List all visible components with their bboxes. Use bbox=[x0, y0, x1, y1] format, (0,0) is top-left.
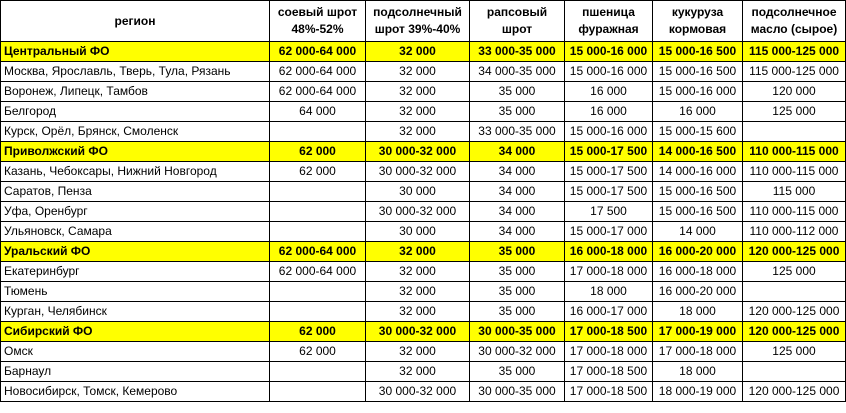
column-header-feed-wheat: пшеница фуражная bbox=[565, 1, 653, 42]
table-row bbox=[1, 382, 846, 402]
table-row bbox=[1, 162, 846, 182]
rapeseed-meal-cell: 34 000 bbox=[470, 202, 565, 222]
feed-wheat-cell: 17 000-18 500 bbox=[565, 322, 653, 342]
rapeseed-meal-cell: 34 000 bbox=[470, 142, 565, 162]
region-cell: Уральский ФО bbox=[1, 242, 270, 262]
sunflower-meal-cell: 32 000 bbox=[366, 102, 470, 122]
feed-wheat-cell: 16 000-17 000 bbox=[565, 302, 653, 322]
sunflower-oil-cell: 110 000-115 000 bbox=[743, 162, 846, 182]
column-header-soy-meal: соевый шрот 48%-52% bbox=[270, 1, 366, 42]
feed-corn-cell: 16 000-20 000 bbox=[653, 282, 743, 302]
sunflower-oil-cell: 125 000 bbox=[743, 262, 846, 282]
region-cell: Омск bbox=[1, 342, 270, 362]
feed-corn-cell: 14 000-16 000 bbox=[653, 162, 743, 182]
feed-corn-cell: 14 000 bbox=[653, 222, 743, 242]
region-cell: Барнаул bbox=[1, 362, 270, 382]
rapeseed-meal-cell: 35 000 bbox=[470, 282, 565, 302]
soy-meal-cell bbox=[270, 182, 366, 202]
soy-meal-cell: 62 000-64 000 bbox=[270, 42, 366, 62]
feed-corn-cell: 16 000-18 000 bbox=[653, 262, 743, 282]
table-row bbox=[1, 82, 846, 102]
soy-meal-cell: 62 000 bbox=[270, 142, 366, 162]
feed-wheat-cell: 18 000 bbox=[565, 282, 653, 302]
table-row bbox=[1, 222, 846, 242]
sunflower-meal-cell: 32 000 bbox=[366, 282, 470, 302]
sunflower-meal-cell: 30 000-32 000 bbox=[366, 322, 470, 342]
feed-corn-cell: 15 000-15 600 bbox=[653, 122, 743, 142]
district-total-row bbox=[1, 242, 846, 262]
feed-wheat-cell: 17 000-18 500 bbox=[565, 362, 653, 382]
table-row bbox=[1, 302, 846, 322]
table-row bbox=[1, 102, 846, 122]
feed-wheat-cell: 15 000-17 000 bbox=[565, 222, 653, 242]
region-cell: Ульяновск, Самара bbox=[1, 222, 270, 242]
column-header-sunflower-meal: подсолнечный шрот 39%-40% bbox=[366, 1, 470, 42]
feed-corn-cell: 15 000-16 500 bbox=[653, 202, 743, 222]
rapeseed-meal-cell: 35 000 bbox=[470, 362, 565, 382]
soy-meal-cell bbox=[270, 362, 366, 382]
soy-meal-cell: 62 000-64 000 bbox=[270, 82, 366, 102]
sunflower-meal-cell: 32 000 bbox=[366, 362, 470, 382]
sunflower-oil-cell bbox=[743, 122, 846, 142]
feed-corn-cell: 16 000-20 000 bbox=[653, 242, 743, 262]
rapeseed-meal-cell: 35 000 bbox=[470, 302, 565, 322]
region-cell: Белгород bbox=[1, 102, 270, 122]
soy-meal-cell bbox=[270, 222, 366, 242]
region-cell: Москва, Ярославль, Тверь, Тула, Рязань bbox=[1, 62, 270, 82]
feed-wheat-cell: 15 000-17 500 bbox=[565, 162, 653, 182]
table-row bbox=[1, 62, 846, 82]
sunflower-oil-cell: 115 000-125 000 bbox=[743, 42, 846, 62]
sunflower-meal-cell: 32 000 bbox=[366, 262, 470, 282]
rapeseed-meal-cell: 35 000 bbox=[470, 242, 565, 262]
region-cell: Казань, Чебоксары, Нижний Новгород bbox=[1, 162, 270, 182]
feed-wheat-cell: 15 000-16 000 bbox=[565, 62, 653, 82]
rapeseed-meal-cell: 34 000 bbox=[470, 222, 565, 242]
sunflower-oil-cell bbox=[743, 282, 846, 302]
feed-corn-cell: 18 000-19 000 bbox=[653, 382, 743, 402]
header-row bbox=[1, 1, 846, 42]
sunflower-meal-cell: 32 000 bbox=[366, 82, 470, 102]
soy-meal-cell bbox=[270, 382, 366, 402]
region-cell: Центральный ФО bbox=[1, 42, 270, 62]
column-header-sunflower-oil: подсолнечное масло (сырое) bbox=[743, 1, 846, 42]
region-cell: Тюмень bbox=[1, 282, 270, 302]
feed-wheat-cell: 17 000-18 500 bbox=[565, 382, 653, 402]
feed-corn-cell: 15 000-16 500 bbox=[653, 42, 743, 62]
region-cell: Воронеж, Липецк, Тамбов bbox=[1, 82, 270, 102]
rapeseed-meal-cell: 35 000 bbox=[470, 262, 565, 282]
feed-corn-cell: 18 000 bbox=[653, 302, 743, 322]
feed-wheat-cell: 17 000-18 000 bbox=[565, 262, 653, 282]
table-body bbox=[1, 42, 846, 402]
rapeseed-meal-cell: 30 000-32 000 bbox=[470, 342, 565, 362]
sunflower-oil-cell: 120 000-125 000 bbox=[743, 302, 846, 322]
sunflower-oil-cell: 115 000-125 000 bbox=[743, 62, 846, 82]
table-row bbox=[1, 262, 846, 282]
table-row bbox=[1, 282, 846, 302]
feed-corn-cell: 15 000-16 500 bbox=[653, 182, 743, 202]
region-cell: Саратов, Пенза bbox=[1, 182, 270, 202]
region-cell: Приволжский ФО bbox=[1, 142, 270, 162]
district-total-row bbox=[1, 322, 846, 342]
feed-corn-cell: 14 000-16 500 bbox=[653, 142, 743, 162]
table-row bbox=[1, 202, 846, 222]
district-total-row bbox=[1, 42, 846, 62]
sunflower-oil-cell bbox=[743, 362, 846, 382]
region-cell: Уфа, Оренбург bbox=[1, 202, 270, 222]
feed-wheat-cell: 16 000-18 000 bbox=[565, 242, 653, 262]
column-header-feed-corn: кукуруза кормовая bbox=[653, 1, 743, 42]
column-header-region: регион bbox=[1, 1, 270, 42]
soy-meal-cell: 62 000 bbox=[270, 342, 366, 362]
rapeseed-meal-cell: 35 000 bbox=[470, 102, 565, 122]
feed-corn-cell: 16 000 bbox=[653, 102, 743, 122]
feed-wheat-cell: 15 000-16 000 bbox=[565, 122, 653, 142]
sunflower-oil-cell: 110 000-115 000 bbox=[743, 202, 846, 222]
soy-meal-cell bbox=[270, 302, 366, 322]
sunflower-meal-cell: 30 000-32 000 bbox=[366, 382, 470, 402]
soy-meal-cell bbox=[270, 122, 366, 142]
sunflower-meal-cell: 30 000 bbox=[366, 182, 470, 202]
soy-meal-cell: 62 000-64 000 bbox=[270, 62, 366, 82]
sunflower-oil-cell: 125 000 bbox=[743, 102, 846, 122]
sunflower-oil-cell: 120 000 bbox=[743, 82, 846, 102]
rapeseed-meal-cell: 34 000 bbox=[470, 162, 565, 182]
sunflower-oil-cell: 120 000-125 000 bbox=[743, 382, 846, 402]
feed-wheat-cell: 17 000-18 000 bbox=[565, 342, 653, 362]
sunflower-oil-cell: 120 000-125 000 bbox=[743, 242, 846, 262]
feed-wheat-cell: 16 000 bbox=[565, 82, 653, 102]
sunflower-meal-cell: 32 000 bbox=[366, 342, 470, 362]
sunflower-meal-cell: 30 000 bbox=[366, 222, 470, 242]
feed-wheat-cell: 15 000-17 500 bbox=[565, 182, 653, 202]
district-total-row bbox=[1, 142, 846, 162]
table-row bbox=[1, 342, 846, 362]
soy-meal-cell: 62 000 bbox=[270, 322, 366, 342]
region-cell: Курган, Челябинск bbox=[1, 302, 270, 322]
sunflower-meal-cell: 32 000 bbox=[366, 62, 470, 82]
sunflower-oil-cell: 110 000-115 000 bbox=[743, 142, 846, 162]
region-cell: Сибирский ФО bbox=[1, 322, 270, 342]
feed-corn-cell: 17 000-18 000 bbox=[653, 342, 743, 362]
soy-meal-cell: 62 000 bbox=[270, 162, 366, 182]
rapeseed-meal-cell: 30 000-35 000 bbox=[470, 322, 565, 342]
table-row bbox=[1, 122, 846, 142]
feed-wheat-cell: 16 000 bbox=[565, 102, 653, 122]
rapeseed-meal-cell: 35 000 bbox=[470, 82, 565, 102]
sunflower-meal-cell: 32 000 bbox=[366, 122, 470, 142]
column-header-rapeseed-meal: рапсовый шрот bbox=[470, 1, 565, 42]
soy-meal-cell bbox=[270, 202, 366, 222]
feed-corn-cell: 18 000 bbox=[653, 362, 743, 382]
sunflower-meal-cell: 30 000-32 000 bbox=[366, 142, 470, 162]
region-cell: Новосибирск, Томск, Кемерово bbox=[1, 382, 270, 402]
rapeseed-meal-cell: 30 000-35 000 bbox=[470, 382, 565, 402]
feed-corn-cell: 15 000-16 500 bbox=[653, 62, 743, 82]
soy-meal-cell: 62 000-64 000 bbox=[270, 242, 366, 262]
region-cell: Курск, Орёл, Брянск, Смоленск bbox=[1, 122, 270, 142]
rapeseed-meal-cell: 33 000-35 000 bbox=[470, 42, 565, 62]
rapeseed-meal-cell: 33 000-35 000 bbox=[470, 122, 565, 142]
feed-wheat-cell: 17 500 bbox=[565, 202, 653, 222]
sunflower-oil-cell: 110 000-112 000 bbox=[743, 222, 846, 242]
sunflower-meal-cell: 32 000 bbox=[366, 42, 470, 62]
soy-meal-cell: 64 000 bbox=[270, 102, 366, 122]
sunflower-meal-cell: 30 000-32 000 bbox=[366, 162, 470, 182]
rapeseed-meal-cell: 34 000 bbox=[470, 182, 565, 202]
sunflower-meal-cell: 32 000 bbox=[366, 242, 470, 262]
table-row bbox=[1, 362, 846, 382]
feed-wheat-cell: 15 000-17 500 bbox=[565, 142, 653, 162]
soy-meal-cell: 62 000-64 000 bbox=[270, 262, 366, 282]
sunflower-oil-cell: 115 000 bbox=[743, 182, 846, 202]
table-row bbox=[1, 182, 846, 202]
region-cell: Екатеринбург bbox=[1, 262, 270, 282]
feed-corn-cell: 17 000-19 000 bbox=[653, 322, 743, 342]
feed-wheat-cell: 15 000-16 000 bbox=[565, 42, 653, 62]
rapeseed-meal-cell: 34 000-35 000 bbox=[470, 62, 565, 82]
sunflower-oil-cell: 125 000 bbox=[743, 342, 846, 362]
sunflower-meal-cell: 30 000-32 000 bbox=[366, 202, 470, 222]
sunflower-meal-cell: 32 000 bbox=[366, 302, 470, 322]
soy-meal-cell bbox=[270, 282, 366, 302]
feed-corn-cell: 15 000-16 000 bbox=[653, 82, 743, 102]
sunflower-oil-cell: 120 000-125 000 bbox=[743, 322, 846, 342]
